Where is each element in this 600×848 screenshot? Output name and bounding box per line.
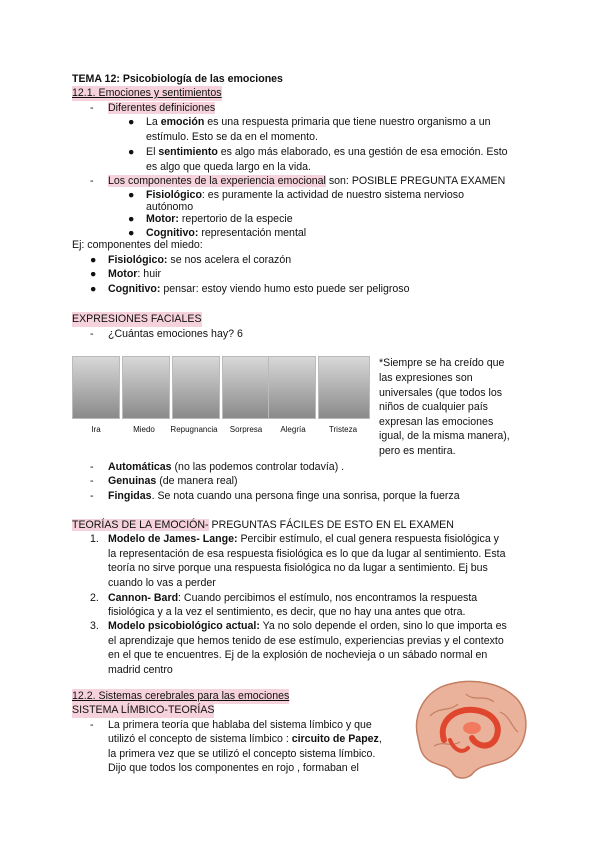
face-photo-tristeza: [318, 356, 370, 419]
numbered-item-cannon-bard: 2. Cannon- Bard: Cuando percibimos el estímulo, nos encontramos la respuesta: [90, 592, 478, 604]
list-item-genuinas: - Genuinas (de manera real): [90, 475, 238, 487]
text-line: en el que te encuentres. Ej de la explosión de nochevieja o un sábado normal en: [108, 649, 488, 661]
face-photo-repugnancia: [172, 356, 220, 419]
list-item-definiciones: - Diferentes definiciones: [90, 102, 216, 114]
note-line: expresan las emociones: [379, 416, 494, 428]
text-line: teoría no sirve porque una respuesta fisiológica no da lugar a sentimiento. Ej bus: [108, 562, 488, 574]
list-item-emocion: ● La emoción es una respuesta primaria que tiene nuestro organismo a un: [128, 116, 491, 128]
list-item-papez: - La primera teoría que hablaba del sistema límbico y que: [90, 719, 372, 731]
face-caption: Sorpresa: [229, 425, 263, 434]
note-line: igual, de la misma manera),: [379, 430, 510, 442]
list-item-ej-fisiologico: ● Fisiológico: se nos acelera el corazón: [90, 254, 292, 266]
list-item-question: - ¿Cuántas emociones hay? 6: [90, 328, 243, 340]
face-caption: Alegría: [280, 425, 306, 434]
note-line: las expresiones son: [379, 372, 473, 384]
page-title: TEMA 12: Psicobiología de las emociones: [72, 73, 283, 85]
face-photo-ira: [72, 356, 120, 419]
list-item-componentes: - Los componentes de la experiencia emocional son: POSIBLE PREGUNTA EXAMEN: [90, 175, 506, 187]
section-heading-expresiones: EXPRESIONES FACIALES: [72, 313, 202, 325]
text-line: la primera vez que se utilizó el concepto sistema límbico.: [108, 748, 376, 760]
subheading-limbico: SISTEMA LÍMBICO-TEORÍAS: [72, 704, 215, 716]
list-item-motor: ● Motor: repertorio de la especie: [128, 213, 293, 225]
text-line: cuando lo vas a perder: [108, 577, 216, 589]
note-line: universales (que todos los: [379, 387, 503, 399]
numbered-item-james-lange: 1. Modelo de James- Lange: Percibir estímulo, el cual genera respuesta fisiológica y: [90, 533, 499, 545]
face-photo-alegria: [268, 356, 316, 419]
section-heading-emociones: 12.1. Emociones y sentimientos: [72, 87, 222, 99]
numbered-item-psicobiologico: 3. Modelo psicobiológico actual: Ya no solo depende el orden, sino lo que importa es: [90, 620, 507, 632]
face-caption: Ira: [91, 425, 101, 434]
text-line: Dijo que todos los componentes en rojo , formaban el: [108, 762, 359, 774]
list-item-ej-cognitivo: ● Cognitivo: pensar: estoy viendo humo esto puede ser peligroso: [90, 283, 410, 295]
note-line: *Siempre se ha creído que: [379, 357, 505, 369]
text-line: estímulo. Esto se da en el momento.: [146, 131, 318, 143]
note-line: niños de cualquier país: [379, 401, 488, 413]
list-item-ej-motor: ● Motor: huir: [90, 268, 161, 280]
face-photo-miedo: [122, 356, 170, 419]
list-item-fisiologico: ● Fisiológico: es puramente la actividad de nuestro sistema nervioso: [128, 189, 464, 201]
text-line: madrid centro: [108, 664, 173, 676]
list-item-cognitivo: ● Cognitivo: representación mental: [128, 227, 307, 239]
section-heading-teorias: TEORÍAS DE LA EMOCIÓN- PREGUNTAS FÁCILES DE ESTO EN EL EXAMEN: [72, 519, 454, 531]
note-line: pero es mentira.: [379, 445, 456, 457]
thalamus: [463, 722, 481, 734]
face-caption: Repugnancia: [170, 425, 218, 434]
face-caption: Miedo: [133, 425, 155, 434]
text-line: la representación de esa respuesta fisiológica es lo que da lugar al sentimiento. Esta: [108, 548, 506, 560]
text-line: utilizó el concepto de sistema límbico : circuito de Papez,: [108, 733, 382, 745]
section-heading-sistemas: 12.2. Sistemas cerebrales para las emociones: [72, 690, 290, 702]
face-photo-sorpresa: [222, 356, 270, 419]
text-line: el aprendizaje que hemos tenido de ese estímulo, experiencias previas y el contexto: [108, 635, 504, 647]
example-heading: Ej: componentes del miedo:: [72, 239, 203, 251]
list-item-sentimiento: ● El sentimiento es algo más elaborado, es una gestión de esa emoción. Esto: [128, 146, 508, 158]
text-line: es algo que queda largo en la vida.: [146, 161, 311, 173]
list-item-fingidas: - Fingidas. Se nota cuando una persona finge una sonrisa, porque la fuerza: [90, 490, 460, 502]
list-item-automaticas: - Automáticas (no las podemos controlar todavía) .: [90, 461, 345, 473]
text-line: autónomo: [146, 201, 194, 213]
face-caption: Tristeza: [328, 425, 358, 434]
brain-limbic-illustration: [410, 676, 530, 784]
text-line: fisiológica y a la vez el sentimiento, es decir, que no hay una antes que otra.: [108, 606, 466, 618]
